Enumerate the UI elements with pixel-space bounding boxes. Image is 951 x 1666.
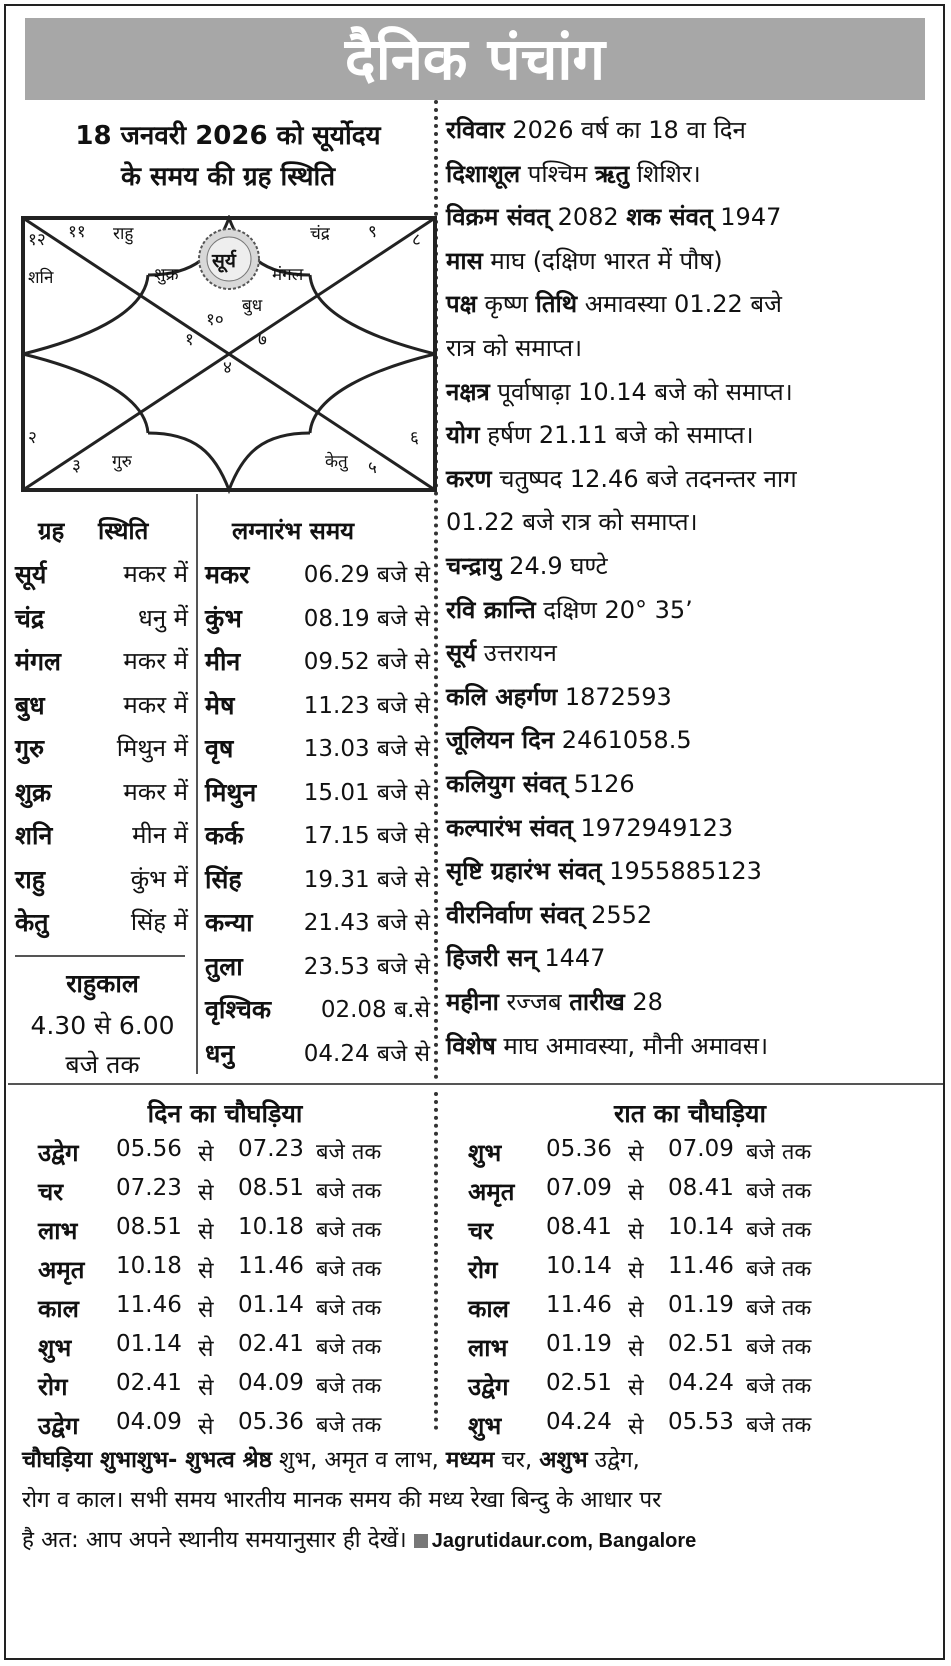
lagna-sign: धनु <box>205 1038 235 1068</box>
footer-bold1: चौघड़िया शुभाशुभ- शुभत्व श्रेष्ठ <box>22 1447 272 1473</box>
panchang-label: विक्रम संवत् <box>446 203 550 232</box>
panchang-label: दिशाशूल <box>446 159 521 188</box>
choghadiya-from: 04.09 <box>116 1409 182 1435</box>
choghadiya-name: उद्वेग <box>38 1139 79 1167</box>
choghadiya-to: 02.51 <box>668 1331 734 1357</box>
panchang-label: तारीख <box>569 988 625 1016</box>
panchang-line <box>446 375 793 408</box>
panchang-label: रवि क्रान्ति <box>446 595 536 624</box>
graha-planet: मंगल <box>15 647 61 676</box>
panchang-line <box>446 113 746 146</box>
graha-planet: केतु <box>15 908 49 937</box>
lagna-sign: मिथुन <box>205 777 257 807</box>
lagna-sign: कर्क <box>205 821 244 850</box>
panchang-value: हर्षण 21.11 बजे को समाप्त। <box>479 421 754 450</box>
lagna-time: 19.31 बजे से <box>303 866 430 893</box>
chart-heading-line2: के समय की ग्रह स्थिति <box>120 162 336 192</box>
rahukaal-title: राहुकाल <box>66 969 139 998</box>
panchang-value: दक्षिण 20° 35’ <box>535 595 693 624</box>
choghadiya-to: 10.14 <box>668 1214 734 1240</box>
section-divider <box>8 1083 943 1085</box>
choghadiya-sep: से <box>198 1336 214 1362</box>
choghadiya-suffix: बजे तक <box>316 1257 382 1282</box>
choghadiya-to: 01.14 <box>238 1292 304 1318</box>
lagna-sign: मेष <box>205 690 235 720</box>
lagna-sign: सिंह <box>205 864 242 894</box>
panchang-value: रात्र को समाप्त। <box>446 334 583 362</box>
panchang-line <box>446 1029 768 1062</box>
panchang-value: 1947 <box>712 203 782 232</box>
house-11-label: ११ <box>68 222 86 242</box>
panchang-value: 2082 <box>549 203 627 232</box>
panchang-line <box>446 941 605 974</box>
panchang-line <box>446 549 608 582</box>
panchang-line <box>446 636 557 669</box>
rahukaal-time: 4.30 से 6.00 <box>30 1011 175 1040</box>
graha-sign: मकर में <box>123 690 188 719</box>
choghadiya-from: 01.14 <box>116 1331 182 1357</box>
choghadiya-name: काल <box>468 1295 509 1323</box>
lagna-sign: वृश्चिक <box>205 995 272 1024</box>
kundali-svg <box>20 215 466 515</box>
graha-planet: चंद्र <box>15 603 45 633</box>
panchang-label: महीना <box>446 988 499 1016</box>
choghadiya-from: 11.46 <box>116 1292 182 1318</box>
choghadiya-sep: से <box>198 1180 214 1206</box>
panchang-label: जूलियन दिन <box>446 726 555 755</box>
graha-sign: कुंभ में <box>130 864 188 893</box>
graha-planet: राहु <box>15 864 45 894</box>
choghadiya-from: 05.36 <box>546 1136 612 1162</box>
panchang-label: ऋतु <box>595 159 630 188</box>
graha-sign: धनु में <box>137 603 188 632</box>
sthiti-header: स्थिति <box>98 517 149 545</box>
panchang-line <box>446 723 692 756</box>
choghadiya-suffix: बजे तक <box>316 1374 382 1399</box>
choghadiya-divider <box>434 1092 438 1430</box>
choghadiya-from: 01.19 <box>546 1331 612 1357</box>
choghadiya-name: शुभ <box>38 1334 72 1362</box>
choghadiya-name: अमृत <box>468 1178 515 1206</box>
choghadiya-name: लाभ <box>468 1334 508 1362</box>
panchang-line <box>446 985 663 1018</box>
brand-credit: Jagrutidaur.com, Bangalore <box>431 1530 697 1552</box>
panchang-value: 2552 <box>583 900 653 929</box>
house-3-label: ३ <box>72 456 81 476</box>
lagna-time: 23.53 बजे से <box>303 953 430 980</box>
footer-bold3: अशुभ <box>539 1447 588 1473</box>
panchang-label: करण <box>446 464 492 493</box>
panchang-line <box>446 767 635 800</box>
panchang-label: सूर्य <box>446 639 477 668</box>
mangal-label: मंगल <box>272 265 304 285</box>
choghadiya-from: 04.24 <box>546 1409 612 1435</box>
house-8-label: ८ <box>412 230 421 250</box>
choghadiya-from: 10.14 <box>546 1253 612 1279</box>
panchang-label: मास <box>446 246 483 275</box>
lagna-time: 13.03 बजे से <box>303 736 430 762</box>
choghadiya-sep: से <box>198 1219 214 1245</box>
graha-planet: शनि <box>15 821 53 850</box>
choghadiya-suffix: बजे तक <box>746 1374 812 1399</box>
choghadiya-suffix: बजे तक <box>316 1218 382 1243</box>
graha-sign: मकर में <box>123 777 188 806</box>
choghadiya-suffix: बजे तक <box>316 1296 382 1321</box>
panchang-value: 2026 वर्ष का 18 वा दिन <box>504 116 746 144</box>
house-2-label: २ <box>28 428 37 448</box>
choghadiya-name: शुभ <box>468 1139 502 1167</box>
shukra-label: शुक्र <box>154 265 179 285</box>
panchang-label: रविवार <box>446 116 505 144</box>
lagna-time: 02.08 ब.से <box>320 997 430 1023</box>
house-5-label: ५ <box>368 458 377 478</box>
panchang-value: 2461058.5 <box>554 726 692 755</box>
panchang-line <box>446 462 797 495</box>
panchang-label: कलियुग संवत् <box>446 770 566 798</box>
choghadiya-name: शुभ <box>468 1412 502 1440</box>
choghadiya-to: 05.36 <box>238 1409 304 1435</box>
panchang-line <box>446 593 693 626</box>
graha-sign: सिंह में <box>130 908 188 936</box>
house-1-label: १ <box>185 330 194 350</box>
choghadiya-name: काल <box>38 1295 79 1323</box>
choghadiya-to: 11.46 <box>668 1253 734 1279</box>
panchang-line <box>446 157 701 190</box>
choghadiya-suffix: बजे तक <box>746 1218 812 1243</box>
panchang-line <box>446 418 754 451</box>
panchang-label: कलि अहर्गण <box>446 682 558 711</box>
house-6-label: ६ <box>410 428 419 448</box>
page-title: दैनिक पंचांग <box>25 18 925 100</box>
panchang-value: 1955885123 <box>601 857 762 886</box>
panchang-value: माघ अमावस्या, मौनी अमावस। <box>495 1031 769 1060</box>
graha-header: ग्रह <box>38 517 65 545</box>
choghadiya-sep: से <box>628 1219 644 1245</box>
choghadiya-suffix: बजे तक <box>316 1413 382 1438</box>
choghadiya-sep: से <box>628 1180 644 1206</box>
footer-bold2: मध्यम <box>445 1447 495 1473</box>
graha-sign: मिथुन में <box>116 734 188 762</box>
lagna-time: 15.01 बजे से <box>303 779 430 806</box>
choghadiya-suffix: बजे तक <box>746 1413 812 1438</box>
graha-sign: मकर में <box>123 560 188 588</box>
choghadiya-suffix: बजे तक <box>746 1179 812 1204</box>
choghadiya-sep: से <box>628 1297 644 1323</box>
footer-line3-text: है अत: आप अपने स्थानीय समयानुसार ही देखें। <box>22 1527 407 1553</box>
panchang-value: रज्जब <box>498 988 570 1016</box>
panchang-label: योग <box>446 421 480 450</box>
graha-sign: मीन में <box>132 821 188 849</box>
choghadiya-name: रोग <box>468 1256 498 1284</box>
square-bullet-icon <box>414 1534 428 1548</box>
rahukaal-divider <box>15 955 185 957</box>
choghadiya-to: 08.41 <box>668 1175 734 1201</box>
choghadiya-name: चर <box>38 1178 64 1206</box>
choghadiya-suffix: बजे तक <box>316 1140 382 1165</box>
panchang-value: 1872593 <box>557 682 672 711</box>
lagna-sign: कुंभ <box>205 603 242 633</box>
choghadiya-to: 08.51 <box>238 1175 304 1201</box>
choghadiya-name: रोग <box>38 1373 68 1401</box>
chart-heading-line1: 18 जनवरी 2026 को सूर्योदय <box>75 121 381 151</box>
shani-label: शनि <box>28 268 54 288</box>
graha-planet: बुध <box>15 690 45 720</box>
graha-sign: मकर में <box>123 647 188 675</box>
choghadiya-to: 02.41 <box>238 1331 304 1357</box>
panchang-label: विशेष <box>446 1031 496 1060</box>
panchang-label: कल्पारंभ संवत् <box>446 813 573 842</box>
footer-text2: चर, <box>494 1447 540 1473</box>
panchang-line <box>446 200 781 233</box>
footer-line1 <box>22 1440 927 1480</box>
graha-lagna-divider <box>196 494 198 1074</box>
panchang-value: माघ (दक्षिण भारत में पौष) <box>482 246 723 275</box>
panchang-label: पक्ष <box>446 290 477 319</box>
lagna-sign: तुला <box>205 951 243 981</box>
panchang-line <box>446 287 782 320</box>
lagna-time: 08.19 बजे से <box>303 605 430 632</box>
choghadiya-to: 07.23 <box>238 1136 304 1162</box>
guru-label: गुरु <box>112 452 132 472</box>
choghadiya-sep: से <box>198 1258 214 1284</box>
lagna-time: 06.29 बजे से <box>303 562 430 588</box>
choghadiya-name: लाभ <box>38 1217 78 1245</box>
lagna-time: 09.52 बजे से <box>303 649 430 675</box>
footer-text3: उद्वेग, <box>587 1447 640 1473</box>
lagna-sign: वृष <box>205 734 234 763</box>
panchang-label: चन्द्रायु <box>446 552 502 580</box>
house-10-label: १० <box>206 310 224 330</box>
panchang-value: 28 <box>624 988 663 1016</box>
rahukaal-suffix: बजे तक <box>65 1050 140 1079</box>
choghadiya-to: 04.24 <box>668 1370 734 1396</box>
panchang-line <box>446 680 672 713</box>
choghadiya-sep: से <box>628 1258 644 1284</box>
choghadiya-from: 07.09 <box>546 1175 612 1201</box>
choghadiya-from: 05.56 <box>116 1136 182 1162</box>
lagna-time: 17.15 बजे से <box>303 823 430 849</box>
panchang-value: कृष्ण <box>476 290 536 319</box>
choghadiya-sep: से <box>198 1375 214 1401</box>
choghadiya-from: 10.18 <box>116 1253 182 1279</box>
lagna-sign: मकर <box>205 560 250 589</box>
lagna-sign: कन्या <box>205 908 253 937</box>
panchang-value: अमावस्या 01.22 बजे <box>577 290 782 319</box>
kundali-chart <box>20 215 466 515</box>
panchang-value: 5126 <box>565 770 635 798</box>
choghadiya-suffix: बजे तक <box>746 1257 812 1282</box>
day-choghadiya-title: दिन का चौघड़िया <box>147 1099 303 1128</box>
choghadiya-name: उद्वेग <box>38 1412 79 1440</box>
choghadiya-sep: से <box>198 1297 214 1323</box>
panchang-label: हिजरी सन् <box>446 944 537 973</box>
footer-text1: शुभ, अमृत व लाभ, <box>271 1447 446 1473</box>
choghadiya-from: 02.41 <box>116 1370 182 1396</box>
panchang-value: चतुष्पद 12.46 बजे तदनन्तर नाग <box>491 464 797 493</box>
lagna-sign: मीन <box>205 647 241 676</box>
graha-planet: गुरु <box>15 734 45 763</box>
panchang-value: 24.9 घण्टे <box>501 552 608 580</box>
choghadiya-to: 07.09 <box>668 1136 734 1162</box>
footer-line2: रोग व काल। सभी समय भारतीय मानक समय की मध्य रेखा बिन्दु के आधार पर <box>22 1487 662 1513</box>
panchang-value: 01.22 बजे रात्र को समाप्त। <box>446 508 698 537</box>
graha-planet: शुक्र <box>15 777 52 807</box>
choghadiya-sep: से <box>628 1414 644 1440</box>
house-7-label: ७ <box>258 330 267 350</box>
choghadiya-name: चर <box>468 1217 494 1245</box>
house-9-label: ९ <box>368 222 377 242</box>
panchang-label: नक्षत्र <box>446 377 490 406</box>
panchang-line <box>446 244 723 277</box>
house-4-label: ४ <box>223 358 232 378</box>
panchang-value: पश्चिम <box>520 159 595 188</box>
choghadiya-to: 04.09 <box>238 1370 304 1396</box>
panchang-value: पूर्वाषाढ़ा 10.14 बजे को समाप्त। <box>489 377 793 406</box>
graha-planet: सूर्य <box>15 560 47 589</box>
choghadiya-to: 11.46 <box>238 1253 304 1279</box>
surya-center-label: सूर्य <box>212 250 236 272</box>
choghadiya-sep: से <box>198 1141 214 1167</box>
lagna-time: 04.24 बजे से <box>303 1040 430 1067</box>
rahu-label: राहु <box>113 224 134 244</box>
lagna-header: लग्नारंभ समय <box>232 517 355 545</box>
chandra-label: चंद्र <box>310 224 330 244</box>
choghadiya-from: 08.51 <box>116 1214 182 1240</box>
footer-line3 <box>22 1520 927 1561</box>
panchang-line <box>446 898 652 931</box>
choghadiya-to: 10.18 <box>238 1214 304 1240</box>
choghadiya-to: 01.19 <box>668 1292 734 1318</box>
choghadiya-to: 05.53 <box>668 1409 734 1435</box>
panchang-value: 1447 <box>536 944 606 973</box>
lagna-time: 11.23 बजे से <box>303 692 430 719</box>
choghadiya-name: अमृत <box>38 1256 85 1284</box>
panchang-line <box>446 854 762 887</box>
choghadiya-sep: से <box>198 1414 214 1440</box>
panchang-label: शक संवत् <box>626 203 713 232</box>
panchang-value: 1972949123 <box>572 813 734 842</box>
panchang-value: शिशिर। <box>629 159 701 188</box>
panchang-value: उत्तरायन <box>476 639 557 668</box>
night-choghadiya-title: रात का चौघड़िया <box>614 1099 766 1128</box>
choghadiya-from: 08.41 <box>546 1214 612 1240</box>
choghadiya-suffix: बजे तक <box>316 1335 382 1360</box>
ketu-label: केतु <box>325 452 348 472</box>
panchang-label: वीरनिर्वाण संवत् <box>446 900 584 929</box>
panchang-label: सृष्टि ग्रहारंभ संवत् <box>446 857 602 886</box>
choghadiya-sep: से <box>628 1336 644 1362</box>
choghadiya-name: उद्वेग <box>468 1373 509 1401</box>
choghadiya-from: 02.51 <box>546 1370 612 1396</box>
panchang-label: तिथि <box>535 290 578 319</box>
choghadiya-suffix: बजे तक <box>746 1335 812 1360</box>
choghadiya-from: 11.46 <box>546 1292 612 1318</box>
choghadiya-sep: से <box>628 1375 644 1401</box>
panchang-line <box>446 331 582 364</box>
footer-note <box>22 1440 927 1561</box>
choghadiya-suffix: बजे तक <box>316 1179 382 1204</box>
house-12-label: १२ <box>28 230 46 250</box>
choghadiya-from: 07.23 <box>116 1175 182 1201</box>
budh-label: बुध <box>242 296 263 316</box>
choghadiya-suffix: बजे तक <box>746 1140 812 1165</box>
choghadiya-suffix: बजे तक <box>746 1296 812 1321</box>
panchang-line <box>446 505 698 538</box>
lagna-time: 21.43 बजे से <box>303 910 430 936</box>
panchang-line <box>446 811 733 844</box>
choghadiya-sep: से <box>628 1141 644 1167</box>
